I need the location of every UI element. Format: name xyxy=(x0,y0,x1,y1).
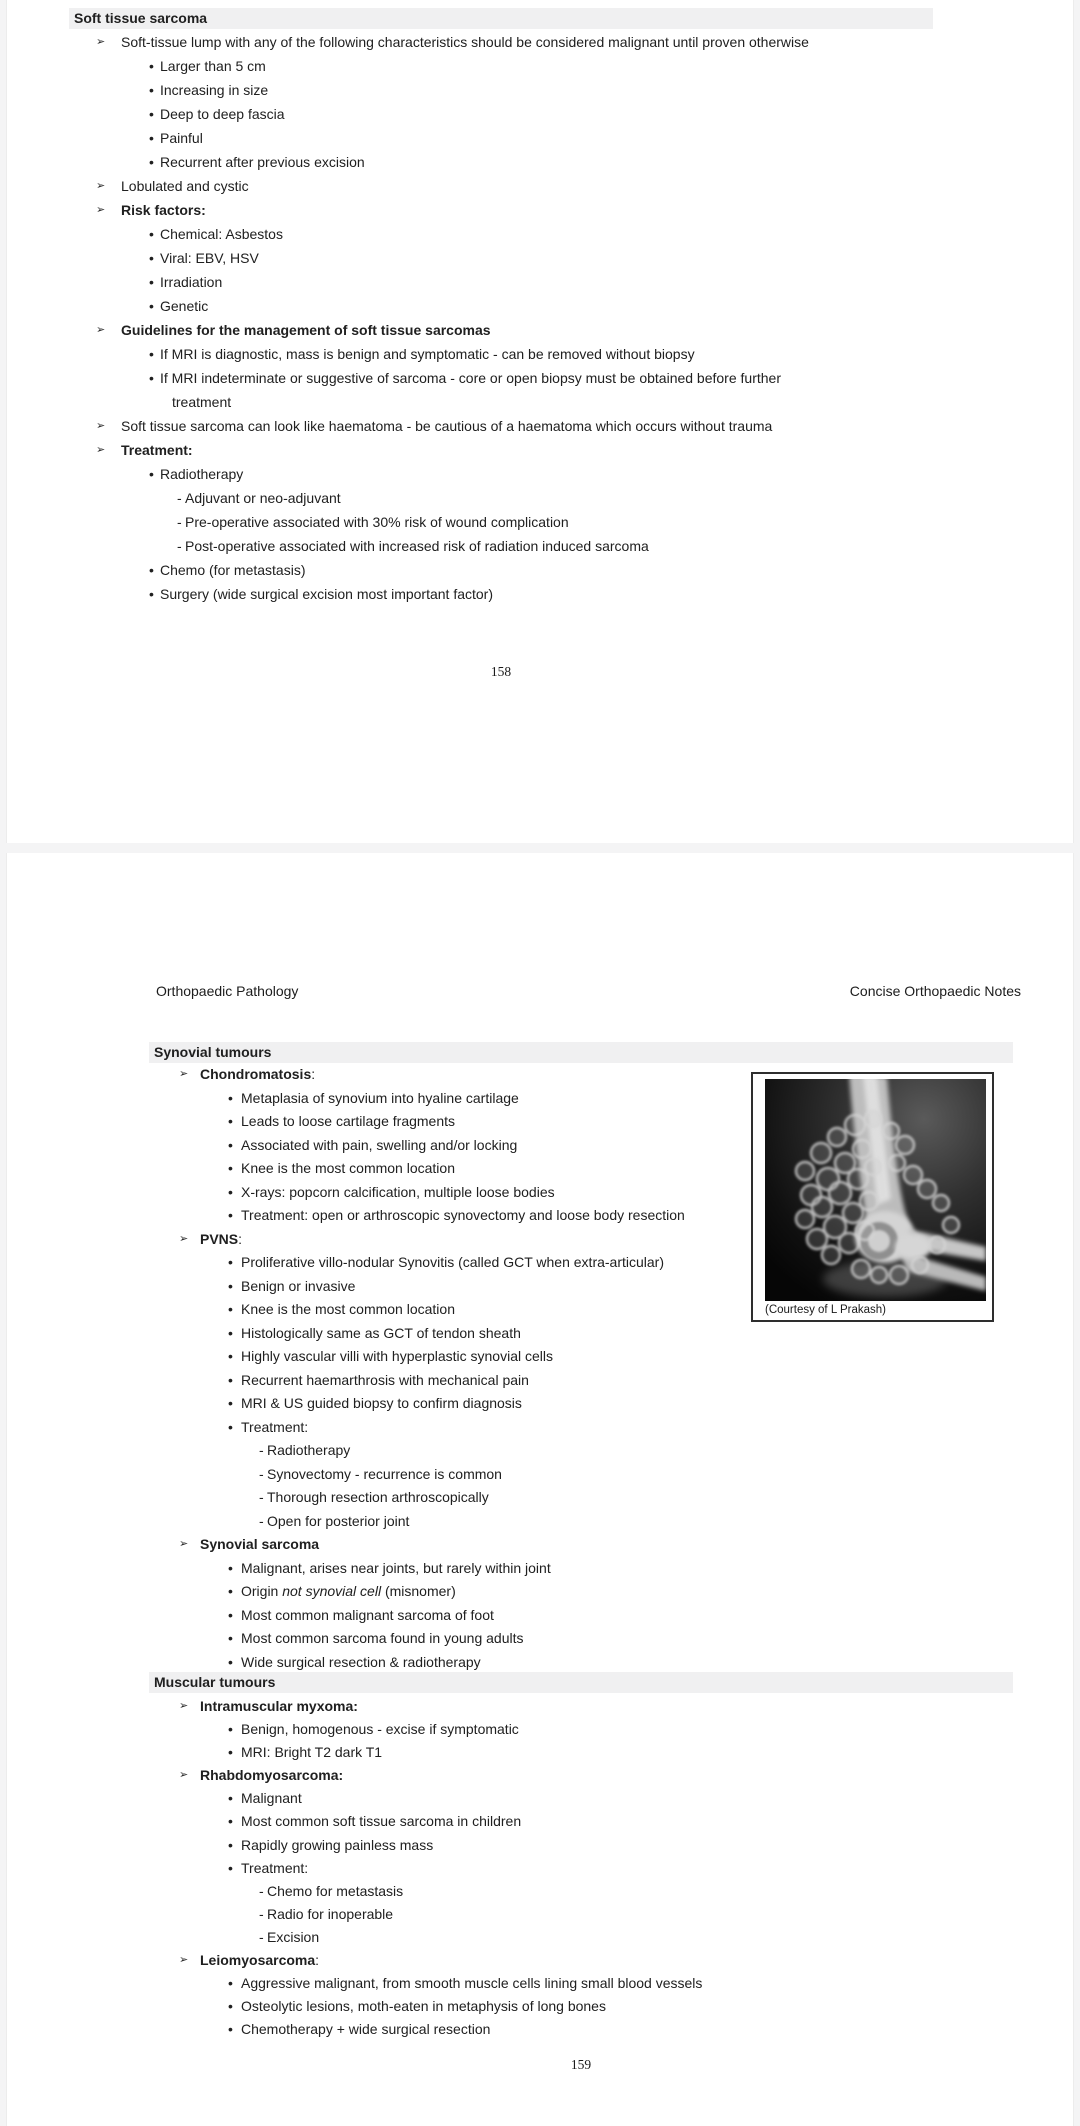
list-item-text: Radiotherapy xyxy=(160,466,244,482)
list-item-text: Origin not synovial cell (misnomer) xyxy=(241,1583,456,1599)
arrow-bullet-icon: ➢ xyxy=(179,1700,189,1712)
bullet-icon: • xyxy=(228,1744,233,1761)
arrow-bullet-icon: ➢ xyxy=(96,36,106,48)
list-item-text: PVNS: xyxy=(200,1230,243,1247)
section-heading-muscular-tumours: Muscular tumours xyxy=(149,1672,1013,1693)
bullet-list-item xyxy=(7,1392,1073,1416)
bullet-list-item xyxy=(7,1322,1073,1346)
bullet-list-item xyxy=(7,54,1073,78)
bullet-icon: • xyxy=(149,370,154,386)
dash-icon: - xyxy=(259,1905,264,1922)
list-item-text: Synovectomy - recurrence is common xyxy=(267,1465,502,1482)
list-item-text: Aggressive malignant, from smooth muscle cells lining small blood vessels xyxy=(241,1975,703,1992)
bullet-list-item xyxy=(7,1181,1073,1205)
document-page-158 xyxy=(6,0,1074,843)
document-page-159 xyxy=(6,853,1074,2126)
bullet-list-item xyxy=(7,1995,1073,2018)
arrow-bullet-icon: ➢ xyxy=(179,1232,189,1245)
list-item-text: Chemotherapy + wide surgical resection xyxy=(241,2021,491,2038)
list-item-text: MRI: Bright T2 dark T1 xyxy=(241,1744,383,1761)
list-item-text: Surgery (wide surgical excision most important factor) xyxy=(160,586,494,602)
bullet-icon: • xyxy=(228,1254,233,1270)
bullet-list-item xyxy=(7,582,1073,606)
list-item-text: Benign or invasive xyxy=(241,1277,356,1294)
list-item-text: Malignant, arises near joints, but rarely within joint xyxy=(241,1559,551,1576)
bullet-icon: • xyxy=(228,1998,233,2015)
dash-icon: - xyxy=(259,1882,264,1899)
list-item-text: Guidelines for the management of soft tissue sarcomas xyxy=(121,322,491,338)
arrow-bullet-icon: ➢ xyxy=(179,1954,189,1967)
bullet-list-item xyxy=(7,342,1073,366)
dash-list-item xyxy=(7,510,1073,534)
bullet-list-item xyxy=(7,1810,1073,1833)
bullet-list-item xyxy=(7,270,1073,294)
dash-icon: - xyxy=(177,514,182,530)
bullet-list-item xyxy=(7,126,1073,150)
list-item-text: Irradiation xyxy=(160,274,223,290)
bullet-list-item xyxy=(7,1416,1073,1440)
dash-icon: - xyxy=(259,1928,264,1945)
soft-tissue-sarcoma-list xyxy=(7,30,1073,606)
header-right-title: Concise Orthopaedic Notes xyxy=(849,983,1021,999)
bullet-list-item xyxy=(7,1204,1073,1228)
bullet-icon: • xyxy=(228,1653,233,1670)
arrow-bullet-icon: ➢ xyxy=(96,324,106,336)
arrow-list-item xyxy=(7,1228,1073,1252)
bullet-list-item xyxy=(7,222,1073,246)
section-heading-synovial-tumours: Synovial tumours xyxy=(149,1042,1013,1063)
bullet-icon: • xyxy=(149,154,154,170)
bullet-icon: • xyxy=(149,106,154,122)
dash-icon: - xyxy=(177,538,182,554)
bullet-list-item xyxy=(7,1787,1073,1810)
bullet-list-item xyxy=(7,150,1073,174)
page-number: 159 xyxy=(570,2057,592,2072)
arrow-list-item xyxy=(7,1063,1073,1087)
list-item-text: Synovial sarcoma xyxy=(200,1536,320,1552)
dash-list-item xyxy=(7,486,1073,510)
list-item-text: Soft-tissue lump with any of the following characteristics should be considered malignant until proven otherwise xyxy=(121,34,809,50)
figure-caption: (Courtesy of L Prakash) xyxy=(765,1304,887,1316)
muscular-tumours-list xyxy=(7,1695,1073,2041)
bullet-list-item xyxy=(7,1275,1073,1299)
arrow-list-item xyxy=(7,198,1073,222)
synovial-tumours-list xyxy=(7,1063,1073,1674)
bullet-list-item xyxy=(7,1134,1073,1158)
bullet-icon: • xyxy=(228,1113,233,1129)
bullet-icon: • xyxy=(149,58,154,74)
bullet-icon: • xyxy=(228,2021,233,2038)
bullet-list-item xyxy=(7,1857,1073,1880)
bullet-icon: • xyxy=(149,466,154,482)
dash-icon: - xyxy=(259,1465,264,1482)
list-item-text: Excision xyxy=(267,1928,320,1945)
bullet-list-item xyxy=(7,1110,1073,1134)
list-item-text: Viral: EBV, HSV xyxy=(160,250,259,266)
list-item-text: Radiotherapy xyxy=(267,1442,351,1458)
bullet-list-item xyxy=(7,1369,1073,1393)
bullet-list-item xyxy=(7,1972,1073,1995)
bullet-icon: • xyxy=(228,1183,233,1200)
bullet-icon: • xyxy=(149,586,154,602)
page-header xyxy=(156,979,1021,1003)
list-item-text: X-rays: popcorn calcification, multiple loose bodies xyxy=(241,1183,555,1200)
dash-icon: - xyxy=(259,1489,264,1505)
bullet-icon: • xyxy=(228,1207,233,1223)
bullet-icon: • xyxy=(149,82,154,98)
arrow-list-item xyxy=(7,1949,1073,1972)
bullet-icon: • xyxy=(228,1583,233,1599)
list-item-text: Chondromatosis: xyxy=(200,1066,316,1082)
bullet-icon: • xyxy=(228,1859,233,1876)
dash-list-item xyxy=(7,1903,1073,1926)
bullet-list-item xyxy=(7,1157,1073,1181)
list-item-text: Malignant xyxy=(241,1790,302,1807)
list-item-text: Intramuscular myxoma: xyxy=(200,1698,358,1714)
list-item-text: Genetic xyxy=(160,298,209,314)
bullet-icon: • xyxy=(149,274,154,290)
dash-list-item xyxy=(7,1486,1073,1510)
list-item-text: Thorough resection arthroscopically xyxy=(267,1489,489,1505)
list-item-text: Metaplasia of synovium into hyaline cartilage xyxy=(241,1089,519,1106)
list-item-text: MRI & US guided biopsy to confirm diagnosis xyxy=(241,1395,522,1411)
bullet-icon: • xyxy=(228,1136,233,1153)
arrow-list-item xyxy=(7,174,1073,198)
bullet-icon: • xyxy=(149,562,154,578)
dash-list-item xyxy=(7,534,1073,558)
arrow-list-item xyxy=(7,1764,1073,1787)
section-heading-soft-tissue-sarcoma: Soft tissue sarcoma xyxy=(69,8,933,29)
bullet-list-item xyxy=(7,1557,1073,1581)
list-item-text: Wide surgical resection & radiotherapy xyxy=(241,1653,481,1670)
bullet-icon: • xyxy=(228,1813,233,1830)
arrow-bullet-icon: ➢ xyxy=(96,420,106,432)
list-item-text: Treatment: xyxy=(241,1859,309,1876)
dash-icon: - xyxy=(259,1512,264,1529)
bullet-list-item xyxy=(7,1580,1073,1604)
list-item-text: Benign, homogenous - excise if symptomatic xyxy=(241,1721,519,1738)
bullet-icon: • xyxy=(228,1160,233,1176)
list-item-text: Associated with pain, swelling and/or locking xyxy=(241,1136,518,1153)
bullet-icon: • xyxy=(228,1277,233,1294)
bullet-icon: • xyxy=(228,1395,233,1411)
list-item-text: Open for posterior joint xyxy=(267,1512,410,1529)
list-item-text: Leiomyosarcoma: xyxy=(200,1952,320,1969)
dash-list-item xyxy=(7,1439,1073,1463)
list-item-text: Chemical: Asbestos xyxy=(160,226,283,242)
list-item-text: Recurrent haemarthrosis with mechanical pain xyxy=(241,1371,529,1388)
dash-icon: - xyxy=(177,490,182,506)
arrow-bullet-icon: ➢ xyxy=(179,1068,189,1080)
list-item-text: Osteolytic lesions, moth-eaten in metaphysis of long bones xyxy=(241,1998,606,2015)
bullet-list-item xyxy=(7,2018,1073,2041)
arrow-bullet-icon: ➢ xyxy=(179,1538,189,1550)
list-item-text: Knee is the most common location xyxy=(241,1160,455,1176)
arrow-bullet-icon: ➢ xyxy=(96,444,106,456)
list-item-text: Chemo for metastasis xyxy=(267,1882,404,1899)
page-number: 158 xyxy=(490,664,512,679)
list-item-text: Radio for inoperable xyxy=(267,1905,394,1922)
list-item-text: Knee is the most common location xyxy=(241,1301,455,1317)
bullet-list-item xyxy=(7,246,1073,270)
bullet-list-item xyxy=(7,366,1073,390)
bullet-icon: • xyxy=(149,130,154,146)
list-item-text: Larger than 5 cm xyxy=(160,58,266,74)
arrow-list-item xyxy=(7,438,1073,462)
bullet-icon: • xyxy=(228,1606,233,1623)
bullet-list-item xyxy=(7,1251,1073,1275)
list-item-text: Recurrent after previous excision xyxy=(160,154,365,170)
list-item-text: Deep to deep fascia xyxy=(160,106,285,122)
bullet-list-item xyxy=(7,558,1073,582)
bullet-icon: • xyxy=(228,1790,233,1807)
arrow-bullet-icon: ➢ xyxy=(96,180,106,192)
header-left-title: Orthopaedic Pathology xyxy=(156,983,299,999)
bullet-icon: • xyxy=(228,1371,233,1388)
bullet-list-item xyxy=(7,1345,1073,1369)
bullet-icon: • xyxy=(228,1559,233,1576)
arrow-bullet-icon: ➢ xyxy=(96,204,106,216)
arrow-bullet-icon: ➢ xyxy=(179,1769,189,1782)
list-item-text: Post-operative associated with increased risk of radiation induced sarcoma xyxy=(185,538,649,554)
list-item-text: If MRI indeterminate or suggestive of sarcoma - core or open biopsy must be obtained before further xyxy=(160,370,781,386)
list-item-text: Most common sarcoma found in young adults xyxy=(241,1630,524,1646)
list-item-text: Treatment: xyxy=(121,442,193,458)
list-item-text: Pre-operative associated with 30% risk of wound complication xyxy=(185,514,569,530)
list-item-text: Most common soft tissue sarcoma in children xyxy=(241,1813,522,1830)
bullet-list-item xyxy=(7,1627,1073,1651)
list-item-text: Leads to loose cartilage fragments xyxy=(241,1113,456,1129)
bullet-icon: • xyxy=(228,1324,233,1341)
continuation-line xyxy=(7,390,1073,414)
bullet-list-item xyxy=(7,294,1073,318)
dash-list-item xyxy=(7,1880,1073,1903)
list-item-text: Risk factors: xyxy=(121,202,206,218)
bullet-list-item xyxy=(7,1741,1073,1764)
bullet-list-item xyxy=(7,1651,1073,1675)
bullet-icon: • xyxy=(149,298,154,314)
list-item-text: Proliferative villo-nodular Synovitis (called GCT when extra-articular) xyxy=(241,1254,665,1270)
list-item-text: Increasing in size xyxy=(160,82,269,98)
arrow-list-item xyxy=(7,30,1073,54)
bullet-icon: • xyxy=(228,1836,233,1853)
bullet-icon: • xyxy=(228,1301,233,1317)
list-item-text: Rapidly growing painless mass xyxy=(241,1836,434,1853)
list-item-text: Adjuvant or neo-adjuvant xyxy=(185,490,341,506)
dash-list-item xyxy=(7,1463,1073,1487)
bullet-icon: • xyxy=(228,1721,233,1738)
list-item-text: Histologically same as GCT of tendon sheath xyxy=(241,1324,521,1341)
list-item-text: Lobulated and cystic xyxy=(121,178,249,194)
bullet-list-item xyxy=(7,1604,1073,1628)
arrow-list-item xyxy=(7,318,1073,342)
bullet-list-item xyxy=(7,78,1073,102)
bullet-icon: • xyxy=(149,250,154,266)
list-item-text: If MRI is diagnostic, mass is benign and symptomatic - can be removed without biopsy xyxy=(160,346,695,362)
list-item-text: Treatment: open or arthroscopic synovectomy and loose body resection xyxy=(241,1207,685,1223)
bullet-icon: • xyxy=(228,1975,233,1992)
arrow-list-item xyxy=(7,1695,1073,1718)
bullet-list-item xyxy=(7,462,1073,486)
list-item-text: Soft tissue sarcoma can look like haematoma - be cautious of a haematoma which occurs without trauma xyxy=(121,418,773,434)
bullet-icon: • xyxy=(228,1089,233,1106)
bullet-list-item xyxy=(7,1087,1073,1111)
bullet-list-item xyxy=(7,1298,1073,1322)
bullet-icon: • xyxy=(228,1418,233,1435)
list-item-text: Most common malignant sarcoma of foot xyxy=(241,1606,494,1623)
bullet-icon: • xyxy=(228,1348,233,1364)
bullet-list-item xyxy=(7,1718,1073,1741)
list-item-text: Treatment: xyxy=(241,1418,309,1435)
arrow-list-item xyxy=(7,1533,1073,1557)
arrow-list-item xyxy=(7,414,1073,438)
dash-list-item xyxy=(7,1926,1073,1949)
dash-icon: - xyxy=(259,1442,264,1458)
bullet-icon: • xyxy=(149,346,154,362)
bullet-list-item xyxy=(7,102,1073,126)
list-item-text: Highly vascular villi with hyperplastic synovial cells xyxy=(241,1348,553,1364)
bullet-icon: • xyxy=(149,226,154,242)
dash-list-item xyxy=(7,1510,1073,1534)
list-item-text: Rhabdomyosarcoma: xyxy=(200,1767,344,1784)
list-item-text: treatment xyxy=(172,394,232,410)
bullet-list-item xyxy=(7,1834,1073,1857)
bullet-icon: • xyxy=(228,1630,233,1646)
list-item-text: Painful xyxy=(160,130,203,146)
list-item-text: Chemo (for metastasis) xyxy=(160,562,306,578)
